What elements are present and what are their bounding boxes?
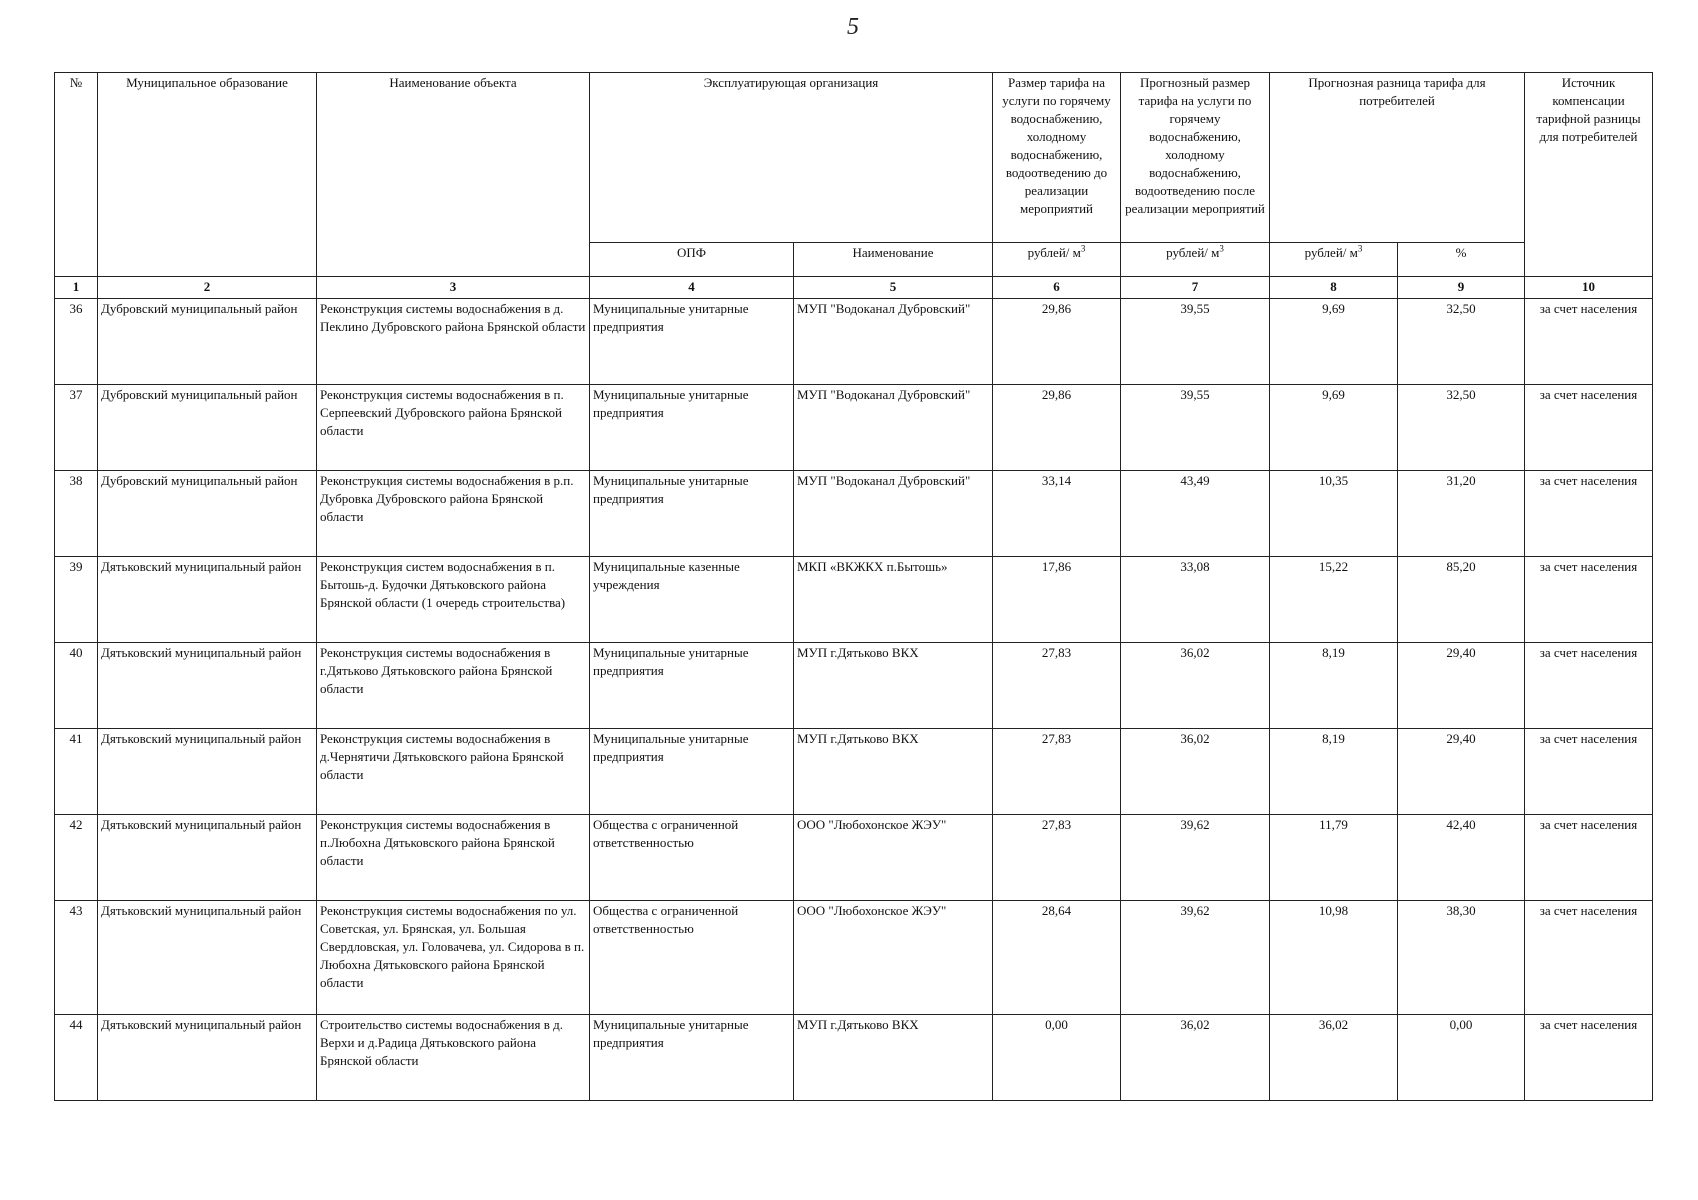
- cell-object: Реконструкция системы водоснабжения по ул. Советская, ул. Брянская, ул. Большая Свердловская, ул. Головачева, ул. Сидорова в п. Любохна Дятьковского района Брянской области: [317, 901, 590, 1015]
- table-row: [55, 729, 1653, 815]
- cell-source: за счет населения: [1525, 385, 1653, 471]
- header-opf: ОПФ: [590, 243, 794, 277]
- cell-tariff-before: 17,86: [993, 557, 1121, 643]
- cell-source: за счет населения: [1525, 729, 1653, 815]
- cell-tariff-before: 33,14: [993, 471, 1121, 557]
- cell-diff-rub: 15,22: [1270, 557, 1398, 643]
- header-tariff-before: Размер тарифа на услуги по горячему водоснабжению, холодному водоснабжению, водоотведению до реализации мероприятий: [993, 73, 1121, 243]
- cell-num: 44: [55, 1015, 98, 1101]
- table-row: [55, 385, 1653, 471]
- cell-municipality: Дубровский муниципальный район: [98, 299, 317, 385]
- cell-source: за счет населения: [1525, 815, 1653, 901]
- cell-object: Строительство системы водоснабжения в д. Верхи и д.Радица Дятьковского района Брянской области: [317, 1015, 590, 1101]
- cell-diff-pct: 0,00: [1398, 1015, 1525, 1101]
- cell-source: за счет населения: [1525, 901, 1653, 1015]
- cell-diff-rub: 36,02: [1270, 1015, 1398, 1101]
- cell-opf: Муниципальные унитарные предприятия: [590, 471, 794, 557]
- unit-rub-text: рублей/ м: [1027, 245, 1081, 260]
- cell-org-name: МУП г.Дятьково ВКХ: [794, 643, 993, 729]
- cell-opf: Общества с ограниченной ответственностью: [590, 901, 794, 1015]
- table-row: [55, 299, 1653, 385]
- header-municipality: Муниципальное образование: [98, 73, 317, 277]
- cell-object: Реконструкция системы водоснабжения в р.п. Дубровка Дубровского района Брянской области: [317, 471, 590, 557]
- cell-tariff-before: 29,86: [993, 299, 1121, 385]
- col-index: 9: [1398, 277, 1525, 299]
- cell-diff-rub: 8,19: [1270, 643, 1398, 729]
- unit-rub-text: рублей/ м: [1304, 245, 1358, 260]
- table-row: [55, 557, 1653, 643]
- col-index: 2: [98, 277, 317, 299]
- cell-opf: Общества с ограниченной ответственностью: [590, 815, 794, 901]
- cell-opf: Муниципальные казенные учреждения: [590, 557, 794, 643]
- cell-opf: Муниципальные унитарные предприятия: [590, 643, 794, 729]
- col-index: 10: [1525, 277, 1653, 299]
- cell-num: 40: [55, 643, 98, 729]
- table-header: [55, 73, 1653, 277]
- cell-org-name: ООО "Любохонское ЖЭУ": [794, 815, 993, 901]
- cell-municipality: Дятьковский муниципальный район: [98, 1015, 317, 1101]
- cell-opf: Муниципальные унитарные предприятия: [590, 385, 794, 471]
- cell-tariff-after: 36,02: [1121, 643, 1270, 729]
- cell-num: 43: [55, 901, 98, 1015]
- cell-diff-pct: 32,50: [1398, 385, 1525, 471]
- cell-tariff-before: 27,83: [993, 643, 1121, 729]
- cell-municipality: Дятьковский муниципальный район: [98, 729, 317, 815]
- cell-diff-pct: 31,20: [1398, 471, 1525, 557]
- header-source: Источник компенсации тарифной разницы для потребителей: [1525, 73, 1653, 277]
- table-row: [55, 901, 1653, 1015]
- cell-tariff-after: 36,02: [1121, 1015, 1270, 1101]
- unit-tariff-after: [1121, 243, 1270, 277]
- cell-municipality: Дятьковский муниципальный район: [98, 643, 317, 729]
- col-index: 6: [993, 277, 1121, 299]
- cell-source: за счет населения: [1525, 1015, 1653, 1101]
- cell-num: 37: [55, 385, 98, 471]
- table-row: [55, 1015, 1653, 1101]
- col-index: 3: [317, 277, 590, 299]
- cell-org-name: МУП "Водоканал Дубровский": [794, 385, 993, 471]
- cell-diff-rub: 8,19: [1270, 729, 1398, 815]
- cell-tariff-before: 0,00: [993, 1015, 1121, 1101]
- cell-diff-rub: 9,69: [1270, 299, 1398, 385]
- cell-diff-rub: 9,69: [1270, 385, 1398, 471]
- header-org-name: Наименование: [794, 243, 993, 277]
- cell-object: Реконструкция системы водоснабжения в д.Чернятичи Дятьковского района Брянской области: [317, 729, 590, 815]
- cell-diff-rub: 10,98: [1270, 901, 1398, 1015]
- unit-sup: 3: [1080, 243, 1086, 254]
- header-diff: Прогнозная разница тарифа для потребителей: [1270, 73, 1525, 243]
- header-num: №: [55, 73, 98, 277]
- cell-municipality: Дубровский муниципальный район: [98, 471, 317, 557]
- col-index: 7: [1121, 277, 1270, 299]
- unit-tariff-before: [993, 243, 1121, 277]
- cell-diff-pct: 85,20: [1398, 557, 1525, 643]
- table-row: [55, 815, 1653, 901]
- cell-tariff-before: 27,83: [993, 815, 1121, 901]
- cell-tariff-after: 36,02: [1121, 729, 1270, 815]
- cell-diff-pct: 42,40: [1398, 815, 1525, 901]
- table-row: [55, 643, 1653, 729]
- cell-object: Реконструкция систем водоснабжения в п. Бытошь-д. Будочки Дятьковского района Брянской области (1 очередь строительства): [317, 557, 590, 643]
- cell-org-name: МУП г.Дятьково ВКХ: [794, 1015, 993, 1101]
- unit-diff-pct: %: [1398, 243, 1525, 277]
- col-index: 5: [794, 277, 993, 299]
- table-row: [55, 471, 1653, 557]
- tariff-table: [54, 72, 1653, 1101]
- cell-org-name: МУП "Водоканал Дубровский": [794, 299, 993, 385]
- cell-diff-pct: 32,50: [1398, 299, 1525, 385]
- cell-opf: Муниципальные унитарные предприятия: [590, 299, 794, 385]
- cell-org-name: МУП г.Дятьково ВКХ: [794, 729, 993, 815]
- cell-municipality: Дятьковский муниципальный район: [98, 901, 317, 1015]
- cell-org-name: МКП «ВКЖКХ п.Бытошь»: [794, 557, 993, 643]
- cell-source: за счет населения: [1525, 299, 1653, 385]
- cell-tariff-after: 33,08: [1121, 557, 1270, 643]
- cell-source: за счет населения: [1525, 471, 1653, 557]
- cell-diff-pct: 29,40: [1398, 729, 1525, 815]
- unit-diff-rub: [1270, 243, 1398, 277]
- cell-municipality: Дятьковский муниципальный район: [98, 815, 317, 901]
- cell-tariff-after: 39,62: [1121, 815, 1270, 901]
- cell-num: 36: [55, 299, 98, 385]
- cell-tariff-after: 39,62: [1121, 901, 1270, 1015]
- cell-object: Реконструкция системы водоснабжения в д. Пеклино Дубровского района Брянской области: [317, 299, 590, 385]
- cell-diff-rub: 10,35: [1270, 471, 1398, 557]
- unit-rub-text: рублей/ м: [1166, 245, 1220, 260]
- cell-tariff-before: 29,86: [993, 385, 1121, 471]
- unit-sup: 3: [1357, 243, 1363, 254]
- col-index: 8: [1270, 277, 1398, 299]
- cell-org-name: ООО "Любохонское ЖЭУ": [794, 901, 993, 1015]
- column-index-row: [55, 277, 1653, 299]
- cell-tariff-after: 39,55: [1121, 385, 1270, 471]
- cell-tariff-before: 27,83: [993, 729, 1121, 815]
- cell-municipality: Дятьковский муниципальный район: [98, 557, 317, 643]
- cell-tariff-after: 43,49: [1121, 471, 1270, 557]
- cell-tariff-after: 39,55: [1121, 299, 1270, 385]
- cell-num: 39: [55, 557, 98, 643]
- cell-object: Реконструкция системы водоснабжения в п.Любохна Дятьковского района Брянской области: [317, 815, 590, 901]
- cell-municipality: Дубровский муниципальный район: [98, 385, 317, 471]
- unit-sup: 3: [1219, 243, 1224, 254]
- cell-diff-rub: 11,79: [1270, 815, 1398, 901]
- table-body: [55, 277, 1653, 1101]
- header-tariff-after: Прогнозный размер тарифа на услуги по горячему водоснабжению, холодному водоснабжению, водоотведению после реализации мероприятий: [1121, 73, 1270, 243]
- col-index: 1: [55, 277, 98, 299]
- cell-num: 41: [55, 729, 98, 815]
- header-operator: Эксплуатирующая организация: [590, 73, 993, 243]
- header-object: Наименование объекта: [317, 73, 590, 277]
- cell-tariff-before: 28,64: [993, 901, 1121, 1015]
- cell-org-name: МУП "Водоканал Дубровский": [794, 471, 993, 557]
- page-number: 5: [847, 14, 859, 40]
- cell-source: за счет населения: [1525, 643, 1653, 729]
- cell-num: 38: [55, 471, 98, 557]
- cell-opf: Муниципальные унитарные предприятия: [590, 1015, 794, 1101]
- cell-opf: Муниципальные унитарные предприятия: [590, 729, 794, 815]
- cell-diff-pct: 38,30: [1398, 901, 1525, 1015]
- cell-num: 42: [55, 815, 98, 901]
- cell-object: Реконструкция системы водоснабжения в п. Серпеевский Дубровского района Брянской области: [317, 385, 590, 471]
- cell-object: Реконструкция системы водоснабжения в г.Дятьково Дятьковского района Брянской области: [317, 643, 590, 729]
- col-index: 4: [590, 277, 794, 299]
- cell-source: за счет населения: [1525, 557, 1653, 643]
- cell-diff-pct: 29,40: [1398, 643, 1525, 729]
